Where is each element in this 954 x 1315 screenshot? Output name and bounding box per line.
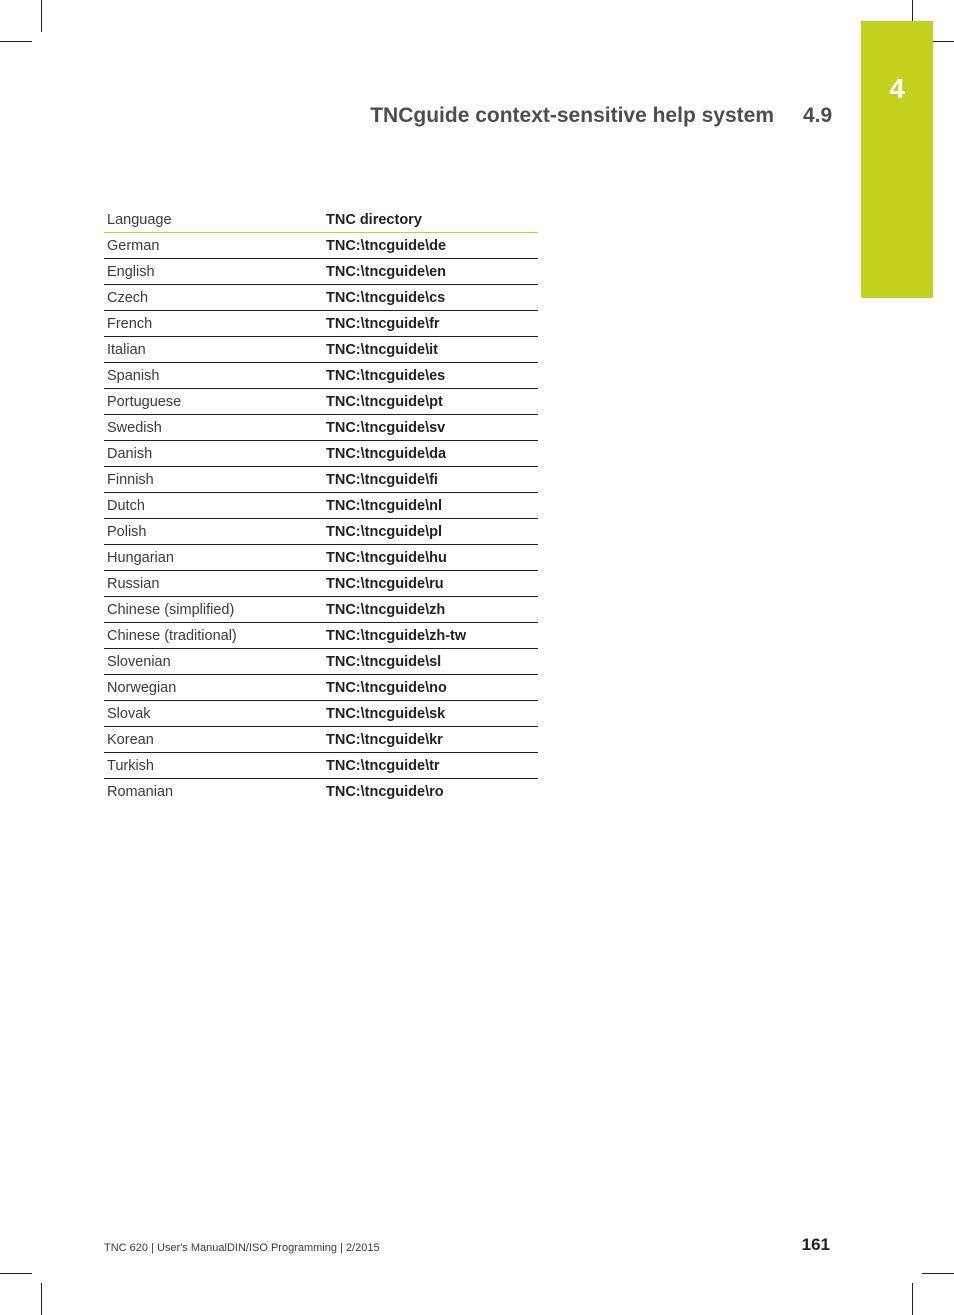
directory-cell: TNC:\tncguide\sk xyxy=(323,701,538,727)
crop-mark xyxy=(0,41,32,42)
chapter-number: 4 xyxy=(889,73,905,104)
table-row xyxy=(104,311,538,337)
language-cell: Spanish xyxy=(104,363,323,389)
language-cell: Hungarian xyxy=(104,545,323,571)
language-cell: Korean xyxy=(104,727,323,753)
page-title: TNCguide context-sensitive help system xyxy=(370,104,774,127)
directory-cell: TNC:\tncguide\kr xyxy=(323,727,538,753)
table-row xyxy=(104,285,538,311)
table-row xyxy=(104,389,538,415)
directory-cell: TNC:\tncguide\it xyxy=(323,337,538,363)
crop-mark xyxy=(41,0,42,32)
crop-mark xyxy=(0,1273,32,1274)
section-number: 4.9 xyxy=(803,104,833,127)
table-row xyxy=(104,415,538,441)
table-row xyxy=(104,233,538,259)
table-row xyxy=(104,779,538,805)
language-cell: Slovenian xyxy=(104,649,323,675)
language-cell: French xyxy=(104,311,323,337)
language-cell: German xyxy=(104,233,323,259)
directory-cell: TNC:\tncguide\fr xyxy=(323,311,538,337)
table-body xyxy=(104,233,538,805)
directory-cell: TNC:\tncguide\tr xyxy=(323,753,538,779)
directory-cell: TNC:\tncguide\pl xyxy=(323,519,538,545)
table-row xyxy=(104,519,538,545)
directory-cell: TNC:\tncguide\es xyxy=(323,363,538,389)
table-row xyxy=(104,649,538,675)
language-cell: Chinese (simplified) xyxy=(104,597,323,623)
directory-cell: TNC:\tncguide\zh-tw xyxy=(323,623,538,649)
table-row xyxy=(104,571,538,597)
directory-cell: TNC:\tncguide\no xyxy=(323,675,538,701)
language-cell: Romanian xyxy=(107,783,174,800)
language-cell: Dutch xyxy=(104,493,323,519)
table-row xyxy=(104,363,538,389)
table-row xyxy=(104,675,538,701)
table-row xyxy=(104,467,538,493)
directory-cell: TNC:\tncguide\sl xyxy=(323,649,538,675)
language-cell: English xyxy=(104,259,323,285)
language-cell: Norwegian xyxy=(104,675,323,701)
language-cell: Chinese (traditional) xyxy=(104,623,323,649)
language-cell: Italian xyxy=(104,337,323,363)
table-row xyxy=(104,493,538,519)
directory-cell: TNC:\tncguide\de xyxy=(323,233,538,259)
footer-text: TNC 620 | User's ManualDIN/ISO Programming | 2/2015 xyxy=(104,1242,380,1254)
language-directory-table xyxy=(104,207,538,804)
table-header-row xyxy=(104,207,538,233)
directory-cell: TNC:\tncguide\nl xyxy=(323,493,538,519)
table-row xyxy=(104,727,538,753)
table-row xyxy=(104,545,538,571)
language-cell: Turkish xyxy=(104,753,323,779)
crop-mark xyxy=(41,1283,42,1315)
directory-cell: TNC:\tncguide\da xyxy=(323,441,538,467)
crop-mark xyxy=(922,1273,954,1274)
language-cell: Russian xyxy=(104,571,323,597)
language-cell: Swedish xyxy=(104,415,323,441)
directory-cell: TNC:\tncguide\ro xyxy=(326,783,444,800)
directory-cell: TNC:\tncguide\zh xyxy=(323,597,538,623)
table-row xyxy=(104,623,538,649)
directory-cell: TNC:\tncguide\en xyxy=(323,259,538,285)
table-row xyxy=(104,337,538,363)
table-row xyxy=(104,597,538,623)
crop-mark xyxy=(912,1283,913,1315)
table-row xyxy=(104,259,538,285)
table-row xyxy=(104,441,538,467)
language-cell: Slovak xyxy=(104,701,323,727)
column-header-directory: TNC directory xyxy=(323,207,538,233)
table-row xyxy=(104,701,538,727)
language-cell: Czech xyxy=(104,285,323,311)
table-row xyxy=(104,753,538,779)
language-cell: Finnish xyxy=(104,467,323,493)
directory-cell: TNC:\tncguide\cs xyxy=(323,285,538,311)
directory-cell: TNC:\tncguide\pt xyxy=(323,389,538,415)
chapter-tab xyxy=(861,21,933,298)
page-number: 161 xyxy=(801,1235,830,1254)
directory-cell: TNC:\tncguide\fi xyxy=(323,467,538,493)
directory-cell: TNC:\tncguide\hu xyxy=(323,545,538,571)
language-cell: Danish xyxy=(104,441,323,467)
language-cell: Polish xyxy=(104,519,323,545)
column-header-language: Language xyxy=(104,207,323,233)
directory-cell: TNC:\tncguide\sv xyxy=(323,415,538,441)
language-cell: Portuguese xyxy=(104,389,323,415)
directory-cell: TNC:\tncguide\ru xyxy=(323,571,538,597)
